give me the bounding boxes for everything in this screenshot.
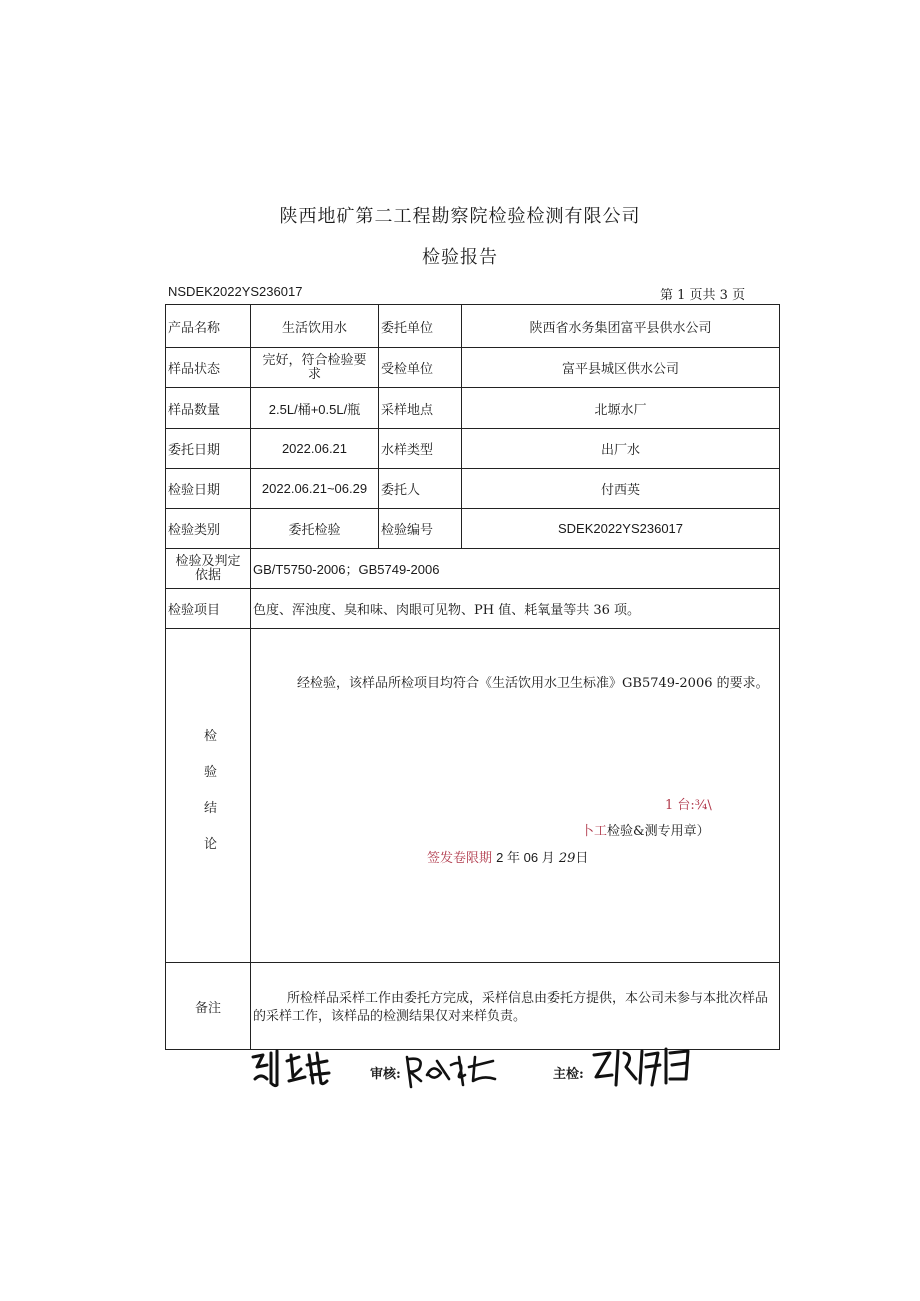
sample-qty-value: 2.5L/桶+0.5L/瓶 <box>251 388 379 429</box>
entrust-date-value: 2022.06.21 <box>251 429 379 469</box>
table-row <box>166 589 780 629</box>
sign-day: 29 <box>558 851 576 866</box>
table-row <box>166 429 780 469</box>
report-title: 检验报告 <box>422 247 498 268</box>
test-number-value: SDEK2022YS236017 <box>462 509 780 549</box>
table-row <box>166 629 780 963</box>
reviewer-label: 审核: <box>370 1067 401 1082</box>
basis-value: GB/T5750-2006；GB5749-2006 <box>251 549 780 589</box>
company-name: 陕西地矿第二工程勘察院检验检测有限公司 <box>279 206 641 227</box>
table-row <box>166 509 780 549</box>
chief-signature <box>590 1045 700 1093</box>
stamp-text: 检验&测专用章） <box>607 824 710 839</box>
conclusion-text: 经检验，该样品所检项目均符合《生活饮用水卫生标准》GB5749-2006 的要求。 <box>297 676 769 691</box>
sign-day-suffix: 日 <box>575 851 589 866</box>
conclusion-char: 论 <box>204 837 218 852</box>
remarks-text: 所检样品采样工作由委托方完成，采样信息由委托方提供，本公司未参与本批次样品的采样工作，该样品的检测结果仅对来样负责。 <box>253 991 769 1024</box>
client-value: 陕西省水务集团富平县供水公司 <box>462 305 780 348</box>
conclusion-char: 检 <box>204 729 218 744</box>
stamp-line-2 <box>581 823 710 841</box>
sign-date-red: 签发卷限期 <box>427 851 493 866</box>
table-row <box>166 388 780 429</box>
table-row <box>166 963 780 1050</box>
test-date-value: 2022.06.21~06.29 <box>251 469 379 509</box>
client-person-label: 委托人 <box>379 469 462 509</box>
test-type-label: 检验类别 <box>166 509 251 549</box>
report-number: NSDEK2022YS236017 <box>168 284 303 299</box>
table-row <box>166 469 780 509</box>
entrust-date-label: 委托日期 <box>166 429 251 469</box>
conclusion-cell <box>251 629 780 963</box>
test-date-label: 检验日期 <box>166 469 251 509</box>
stamp-red-text: 卜工 <box>581 824 608 839</box>
conclusion-char: 验 <box>204 765 218 780</box>
client-person-value: 付西英 <box>462 469 780 509</box>
report-table <box>165 304 780 1050</box>
basis-label: 检验及判定依据 <box>166 549 251 589</box>
reviewer-signature <box>403 1051 503 1091</box>
items-label: 检验项目 <box>166 589 251 629</box>
conclusion-label-cell <box>166 629 251 963</box>
sample-state-label: 样品状态 <box>166 348 251 388</box>
table-row <box>166 549 780 589</box>
remarks-cell <box>251 963 780 1050</box>
compiler-signature <box>247 1047 347 1092</box>
sign-date-text: 2 年 06 月 <box>496 850 555 865</box>
water-type-label: 水样类型 <box>379 429 462 469</box>
test-number-label: 检验编号 <box>379 509 462 549</box>
sample-qty-label: 样品数量 <box>166 388 251 429</box>
table-row <box>166 348 780 388</box>
test-type-value: 委托检验 <box>251 509 379 549</box>
conclusion-char: 结 <box>204 801 218 816</box>
sign-date <box>427 849 588 868</box>
sampling-site-value: 北塬水厂 <box>462 388 780 429</box>
sampling-site-label: 采样地点 <box>379 388 462 429</box>
signature-row <box>255 1055 715 1100</box>
product-name-value: 生活饮用水 <box>251 305 379 348</box>
stamp-line-1: 1 台:¾\ <box>665 798 712 813</box>
inspected-unit-label: 受检单位 <box>379 348 462 388</box>
page-info: 第 1 页共 3 页 <box>660 288 746 303</box>
items-value: 色度、浑浊度、臭和味、肉眼可见物、PH 值、耗氧量等共 36 项。 <box>251 589 780 629</box>
water-type-value: 出厂水 <box>462 429 780 469</box>
chief-label: 主检: <box>553 1067 584 1082</box>
sample-state-value: 完好，符合检验要求 <box>251 348 379 388</box>
client-label: 委托单位 <box>379 305 462 348</box>
table-row <box>166 305 780 348</box>
inspected-unit-value: 富平县城区供水公司 <box>462 348 780 388</box>
remarks-label: 备注 <box>166 963 251 1050</box>
product-name-label: 产品名称 <box>166 305 251 348</box>
